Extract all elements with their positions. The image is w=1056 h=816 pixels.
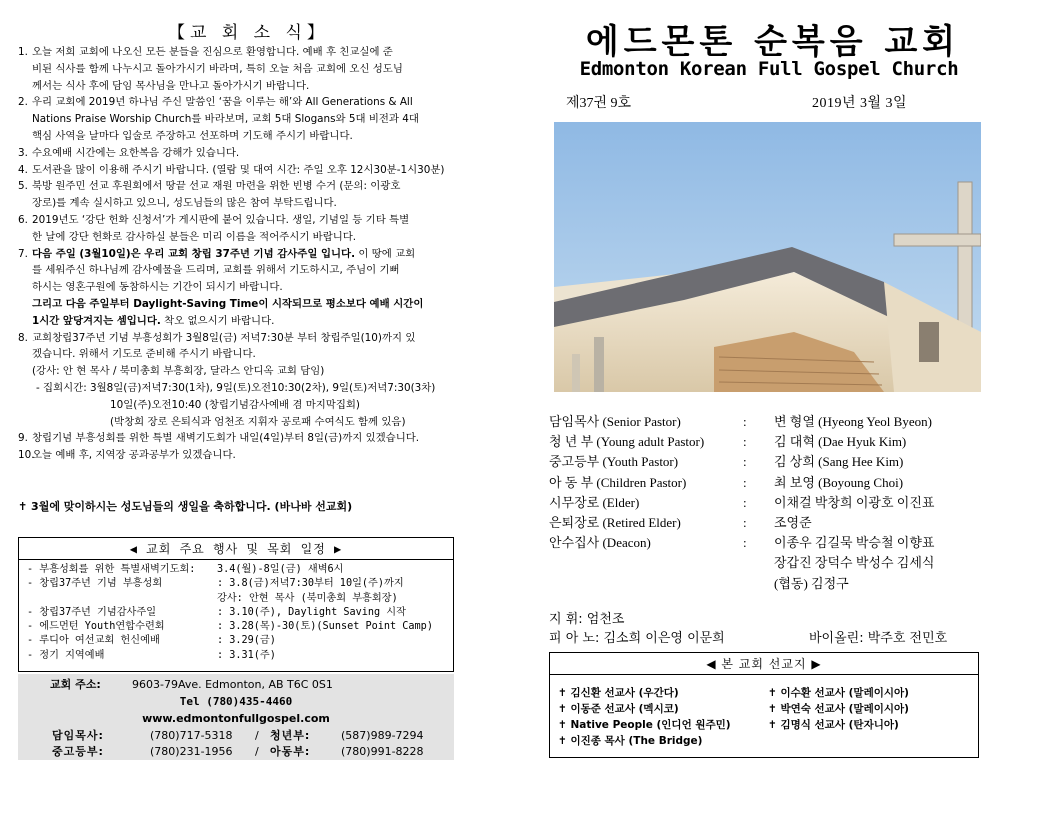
staff-role: 시무장로 (Elder): [549, 494, 640, 510]
item-number: 7.: [18, 247, 28, 260]
news-item-10: [18, 447, 470, 464]
event-when: 강사: 안현 목사 (북미총회 부흥회장): [217, 592, 398, 604]
event-when: : 3.10(주), Daylight Saving 시작: [217, 606, 406, 618]
schedule-line: 3월8일(금)저녁7:30(1차), 9일(토)오전10:30(2차), 9일(토)저녁7:30(3차): [90, 381, 436, 394]
bulletin-date: 2019년 3월 3일: [812, 96, 908, 111]
staff-role: 안수집사 (Deacon): [549, 535, 651, 551]
news-list: [18, 44, 470, 464]
news-item-1: [18, 44, 470, 94]
item-number: 8.: [18, 331, 28, 344]
missions-box: [549, 652, 979, 758]
missionary-item: ✝ 김명식 선교사 (탄자니아): [768, 719, 899, 731]
anniversary-notice: 다음 주일 (3월10일)은 우리 교회 창립 37주년 기념 감사주일 입니다.: [32, 247, 356, 260]
news-line: 2019년도 ‘강단 헌화 신청서’가 게시판에 붙어 있습니다. 생일, 기념일 등 기타 특별: [32, 213, 410, 226]
news-line: 께서는 식사 후에 담임 목사님을 만나고 돌아가시기 바랍니다.: [32, 79, 310, 92]
event-row: [27, 592, 453, 606]
news-item-9: [18, 430, 470, 447]
event-row: [27, 649, 453, 663]
event-name: - 에드먼턴 Youth연합수련회: [27, 621, 165, 633]
event-when: 3.4(월)-8일(금) 새벽6시: [217, 564, 344, 575]
news-item-2: [18, 94, 470, 144]
news-line: 이 땅에 교회: [355, 247, 416, 260]
news-line: 우리 교회에 2019년 하나님 주신 말씀인 ‘꿈을 이루는 해’와 All Generations & All: [32, 96, 413, 109]
item-number: 6.: [18, 213, 28, 226]
dst-notice: 그리고 다음 주일부터 Daylight-Saving Time이 시작되므로 평소보다 예배 시간이: [32, 297, 424, 310]
staff-colon: :: [743, 494, 747, 510]
schedule-label: - 집회시간:: [36, 381, 91, 394]
church-building-photo: [554, 122, 981, 392]
staff-colon: :: [743, 514, 747, 530]
violinist: 바이올린: 박주호 전민호: [809, 631, 948, 646]
tel-row: [18, 693, 454, 710]
event-when: : 3.31(주): [217, 649, 276, 661]
item-number: 1.: [18, 46, 28, 58]
staff-colon: :: [743, 454, 747, 470]
news-item-5: [18, 178, 470, 212]
church-name-korean: 에드몬톤 순복음 교회: [585, 22, 961, 62]
event-name: - 루디아 여선교회 헌신예배: [27, 635, 160, 647]
church-building-image: [554, 122, 981, 392]
missions-title: ◀ 본 교회 선교지 ▶: [550, 653, 978, 675]
item-number: 5.: [18, 180, 28, 193]
pastor-phone: (780)717-5318: [150, 729, 233, 742]
staff-role: 아 동 부 (Children Pastor): [549, 474, 687, 490]
events-list: [19, 560, 453, 663]
staff-colon: :: [743, 535, 747, 551]
missionary-item: ✝ 이진종 목사 (The Bridge): [558, 735, 703, 747]
news-item-8: [18, 330, 470, 431]
phone-separator: /: [255, 745, 259, 758]
news-item-6: [18, 212, 470, 246]
staff-name: 조영준: [774, 514, 812, 530]
event-row: [27, 563, 453, 577]
event-row: [27, 634, 453, 648]
news-line: 비된 식사를 함께 나누시고 돌아가시기 바라며, 특히 오늘 처음 교회에 오신 성도님: [32, 62, 403, 75]
schedule-line: (박창희 장로 은퇴식과 엄천조 지휘자 공로패 수여식도 함께 있음): [110, 415, 406, 428]
pianist: 피 아 노: 김소희 이은영 이문희: [549, 631, 725, 646]
church-name-english: Edmonton Korean Full Gospel Church: [579, 58, 959, 80]
news-line: 겠습니다. 위해서 기도로 준비해 주시기 바랍니다.: [32, 348, 256, 361]
staff-role: 중고등부 (Youth Pastor): [549, 454, 679, 470]
staff-name: 김 대혁 (Dae Hyuk Kim): [774, 434, 907, 450]
news-line: 핵심 사역을 날마다 입술로 주장하고 선포하며 기도해 주시기 바랍니다.: [32, 129, 353, 142]
staff-role: 담임목사 (Senior Pastor): [549, 414, 681, 429]
news-line: Nations Praise Worship Church를 바라보며, 교회 5대 Slogans와 5대 비전과 4대: [32, 113, 419, 126]
event-row: [27, 577, 453, 591]
news-line: 하시는 영혼구원에 동참하시는 기간이 되시기 바랍니다.: [32, 281, 283, 294]
staff-name: 이종우 김길묵 박승철 이향표: [774, 535, 935, 551]
missionary-item: ✝ 김신환 선교사 (우간다): [558, 687, 679, 699]
event-name: - 창립37주년 기념감사주일: [27, 606, 157, 618]
event-name: - 부흥성회를 위한 특별새벽기도회:: [27, 564, 196, 575]
item-number: 3.: [18, 146, 28, 159]
website-row: [18, 710, 454, 727]
news-line: 오늘 예배 후, 지역장 공과공부가 있겠습니다.: [32, 449, 236, 462]
youth-phone-label: 중고등부:: [52, 745, 104, 758]
event-name: - 창립37주년 기념 부흥성회: [27, 578, 163, 590]
children-phone: (780)991-8228: [341, 745, 424, 758]
address-label: 교회 주소:: [50, 678, 101, 691]
staff-name: (협동) 김정구: [774, 575, 849, 591]
staff-name: 변 형열 (Hyeong Yeol Byeon): [774, 414, 932, 429]
birthday-notice: ✝ 3월에 맞이하시는 성도님들의 생일을 축하합니다. (바나바 선교회): [18, 500, 353, 513]
staff-name: 이채걸 박창희 이광호 이진표: [774, 494, 935, 510]
news-item-4: [18, 162, 470, 179]
item-number: 4.: [18, 163, 28, 176]
staff-colon: :: [743, 474, 747, 490]
event-row: [27, 620, 453, 634]
pastor-phone-label: 담임목사:: [52, 729, 104, 742]
dst-notice: 1시간 앞당겨지는 셈입니다.: [32, 314, 161, 327]
missionary-item: ✝ Native People (인디언 원주민): [558, 719, 731, 731]
news-line: 착오 없으시기 바랍니다.: [160, 314, 275, 327]
staff-name: 최 보영 (Boyoung Choi): [774, 474, 904, 490]
news-line: 오늘 저희 교회에 나오신 모든 분들을 진심으로 환영합니다. 예배 후 친교실에 준: [32, 46, 393, 58]
news-title: 【교 회 소 식】: [168, 23, 329, 43]
event-when: : 3.28(목)-30(토)(Sunset Point Camp): [217, 621, 433, 633]
item-number: 10.: [18, 449, 35, 462]
missionary-item: ✝ 이동준 선교사 (멕시코): [558, 703, 679, 715]
music-row: [549, 627, 979, 646]
schedule-line: 10일(주)오전10:40 (창립기념감사예배 겸 마지막집회): [110, 398, 360, 411]
website-link[interactable]: www.edmontonfullgospel.com: [142, 712, 330, 725]
missionary-item: ✝ 박연숙 선교사 (말레이시아): [768, 703, 909, 715]
phone-separator: /: [255, 729, 259, 742]
event-name: - 정기 지역예배: [27, 649, 105, 661]
news-line: 창립기념 부흥성회를 위한 특별 새벽기도회가 내일(4일)부터 8일(금)까지 있겠습니다.: [32, 432, 420, 445]
events-box: [18, 537, 454, 672]
news-line: 한 날에 강단 헌화로 감사하실 분들은 미리 이름을 적어주시기 바랍니다.: [32, 230, 357, 243]
volume-number: 제37권 9호: [566, 96, 632, 111]
staff-name: 김 상희 (Sang Hee Kim): [774, 454, 904, 470]
event-when: : 3.29(금): [217, 635, 276, 647]
staff-colon: :: [743, 414, 747, 429]
address: 9603-79Ave. Edmonton, AB T6C 0S1: [132, 678, 333, 691]
news-item-7: [18, 246, 470, 330]
speaker-line: (강사: 안 현 목사 / 북미총회 부흥회장, 달라스 안디옥 교회 담임): [32, 365, 325, 378]
news-line: 를 세워주신 하나님께 감사예물을 드리며, 교회를 위해서 기도하시고, 주님이 기뻐: [32, 264, 400, 277]
news-line: 장로)를 계속 실시하고 있으니, 성도님들의 많은 참여 부탁드립니다.: [32, 197, 337, 210]
youth-phone: (780)231-1956: [150, 745, 233, 758]
conductor: 지 휘: 엄천조: [549, 612, 625, 627]
young-adult-phone: (587)989-7294: [341, 729, 424, 742]
staff-role: 청 년 부 (Young adult Pastor): [549, 434, 705, 450]
news-line: 수요예배 시간에는 요한복음 강해가 있습니다.: [32, 146, 240, 159]
staff-role: 은퇴장로 (Retired Elder): [549, 514, 681, 530]
news-line: 도서관을 많이 이용해 주시기 바랍니다. (열람 및 대여 시간: 주일 오후 12시30분-1시30분): [32, 163, 445, 176]
staff-name: 장갑진 장덕수 박성수 김세식: [774, 555, 935, 571]
staff-colon: :: [743, 434, 747, 450]
young-adult-phone-label: 청년부:: [270, 729, 311, 742]
events-title: ◀ 교회 주요 행사 및 목회 일정 ▶: [19, 538, 453, 560]
event-when: : 3.8(금)저녁7:30부터 10일(주)까지: [217, 578, 404, 590]
contact-box: [18, 674, 454, 760]
missionary-item: ✝ 이수환 선교사 (말레이시아): [768, 687, 909, 699]
children-phone-label: 아동부:: [270, 745, 311, 758]
news-item-3: [18, 145, 470, 162]
church-phone: Tel (780)435-4460: [179, 695, 293, 708]
event-row: [27, 606, 453, 620]
item-number: 2.: [18, 96, 28, 109]
news-line: 교회창립37주년 기념 부흥성회가 3월8일(금) 저녁7:30분 부터 창립주일(10)까지 있: [32, 331, 416, 344]
item-number: 9.: [18, 432, 28, 445]
news-line: 북방 원주민 선교 후원회에서 땅끝 선교 재원 마련을 위한 빈병 수거 (문의: 이광호: [32, 180, 401, 193]
